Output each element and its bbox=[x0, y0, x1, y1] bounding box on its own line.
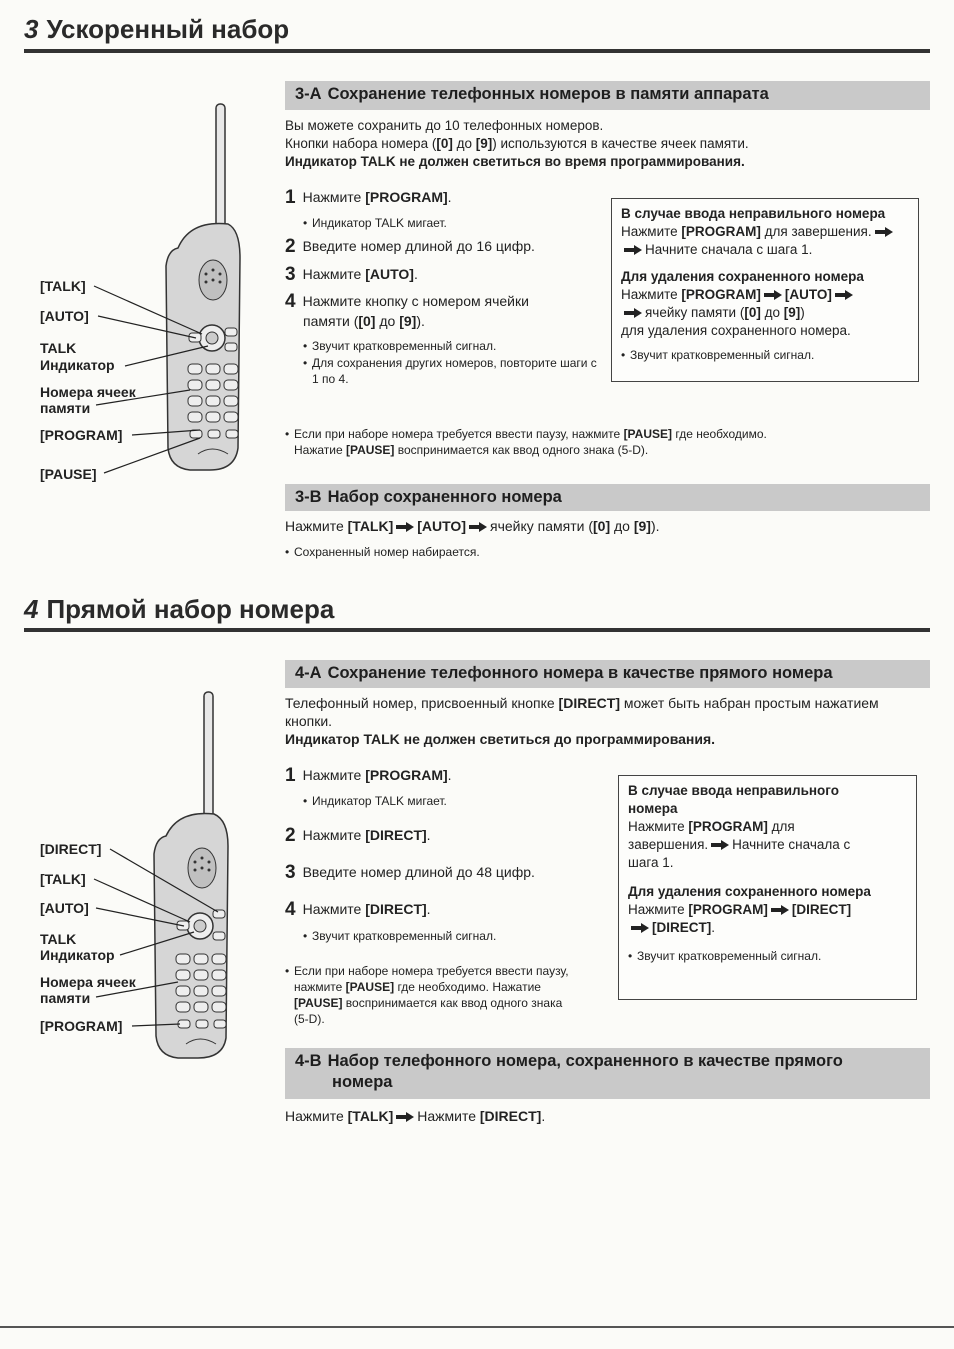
key-direct: [DIRECT] bbox=[558, 695, 620, 711]
key-direct: [DIRECT] bbox=[365, 827, 427, 843]
box-heading-2: номера bbox=[628, 801, 678, 816]
arrow-right-icon bbox=[624, 245, 642, 255]
t: завершения. bbox=[628, 837, 709, 852]
step-3a-2 bbox=[285, 236, 535, 258]
t: Если при наборе номера требуется ввести паузу, нажмите bbox=[294, 427, 624, 441]
step-text: Нажмите кнопку с номером ячейки bbox=[302, 293, 529, 309]
arrow-right-icon bbox=[875, 227, 893, 237]
step-number: 4 bbox=[285, 899, 296, 920]
band-4a bbox=[285, 660, 930, 688]
t: ячейку памяти ( bbox=[489, 518, 593, 534]
key-pause: [PAUSE] bbox=[623, 427, 673, 441]
key-0: [0] bbox=[593, 518, 611, 534]
key-0: [0] bbox=[436, 136, 453, 151]
label-talk-indicator-2: Индикатор bbox=[40, 357, 115, 373]
note-3b: • Сохраненный номер набирается. bbox=[294, 544, 480, 560]
t: до bbox=[375, 313, 400, 329]
t: Нажмите bbox=[628, 819, 689, 834]
intro-line-2 bbox=[285, 135, 925, 153]
label-talk: [TALK] bbox=[40, 871, 86, 887]
arrow-right-icon bbox=[771, 905, 789, 915]
band-code: 3-A bbox=[295, 85, 322, 103]
step-number: 3 bbox=[285, 862, 296, 883]
t: Звучит кратковременный сигнал. bbox=[637, 949, 822, 963]
step-4a-4 bbox=[285, 899, 431, 921]
t: Если при наборе номера требуется ввести паузу, bbox=[294, 964, 569, 978]
label-talk: [TALK] bbox=[40, 278, 86, 294]
key-9: [9] bbox=[399, 313, 417, 329]
band-code: 4-A bbox=[295, 664, 322, 682]
section-title-text: Прямой набор номера bbox=[46, 594, 335, 624]
label-memory-keys-2: памяти bbox=[40, 400, 91, 416]
section-4-title bbox=[24, 594, 334, 625]
label-memory-keys: Номера ячеек bbox=[40, 974, 136, 990]
t: где необходимо. bbox=[672, 427, 767, 441]
step-number: 3 bbox=[285, 264, 296, 285]
step-4a-2 bbox=[285, 825, 431, 847]
t: нажмите bbox=[294, 980, 346, 994]
t: . bbox=[447, 767, 452, 783]
box-line bbox=[628, 901, 907, 919]
arrow-right-icon bbox=[469, 522, 487, 532]
t: . bbox=[447, 189, 452, 205]
step-number: 2 bbox=[285, 236, 296, 257]
t: до bbox=[760, 305, 784, 320]
box-line: шага 1. bbox=[628, 855, 674, 870]
key-program: [PROGRAM] bbox=[365, 189, 448, 205]
t: Нажмите bbox=[621, 224, 682, 239]
t: . bbox=[413, 266, 418, 282]
intro-line-3: Индикатор TALK не должен светиться до программирования. bbox=[285, 731, 716, 747]
band-title: Набор сохраненного номера bbox=[327, 488, 562, 506]
label-program: [PROGRAM] bbox=[40, 1018, 123, 1034]
key-program: [PROGRAM] bbox=[681, 287, 761, 302]
box-line: для удаления сохраненного номера. bbox=[621, 323, 851, 338]
intro-line-1 bbox=[285, 694, 930, 712]
section-4-rule bbox=[24, 628, 930, 632]
band-title: Набор телефонного номера, сохраненного в качестве прямого bbox=[327, 1052, 843, 1070]
label-pause: [PAUSE] bbox=[40, 466, 97, 482]
intro-line-2: кнопки. bbox=[285, 713, 333, 729]
box-line bbox=[628, 836, 907, 854]
box-line bbox=[628, 818, 907, 836]
key-direct: [DIRECT] bbox=[479, 1108, 542, 1124]
band-3b bbox=[285, 484, 930, 511]
t: ) используются в качестве ячеек памяти. bbox=[492, 136, 749, 151]
label-talk-indicator: TALK bbox=[40, 340, 77, 356]
t: Нажмите bbox=[628, 902, 689, 917]
key-pause: [PAUSE] bbox=[294, 996, 343, 1010]
band-4b bbox=[285, 1048, 930, 1099]
step-4a-1-note: • Индикатор TALK мигает. bbox=[312, 793, 447, 809]
arrow-right-icon bbox=[624, 308, 642, 318]
instruction-4b bbox=[285, 1107, 545, 1125]
t: Звучит кратковременный сигнал. bbox=[630, 348, 815, 362]
step-text: Нажмите bbox=[302, 901, 366, 917]
t: может быть набран простым нажатием bbox=[619, 695, 879, 711]
step-number: 1 bbox=[285, 187, 296, 208]
t: Кнопки набора номера ( bbox=[285, 136, 437, 151]
t: . bbox=[541, 1108, 546, 1124]
t: воспринимается как ввод одного знака (5-D). bbox=[394, 443, 649, 457]
t: где необходимо. Нажатие bbox=[394, 980, 541, 994]
box-heading: Для удаления сохраненного номера bbox=[621, 269, 864, 284]
section-3-rule bbox=[24, 49, 930, 53]
t: ). bbox=[650, 518, 660, 534]
key-0: [0] bbox=[358, 313, 376, 329]
box-heading: Для удаления сохраненного номера bbox=[628, 884, 871, 899]
key-auto: [AUTO] bbox=[365, 266, 414, 282]
step-text: Нажмите bbox=[302, 827, 366, 843]
step-3a-1-note: • Индикатор TALK мигает. bbox=[312, 215, 447, 231]
label-talk-indicator-2: Индикатор bbox=[40, 947, 115, 963]
t: памяти ( bbox=[303, 313, 359, 329]
key-direct: [DIRECT] bbox=[365, 901, 427, 917]
step-number: 4 bbox=[285, 291, 296, 312]
t: Нажмите bbox=[621, 287, 682, 302]
box-heading: В случае ввода неправильного bbox=[628, 783, 839, 798]
section-title-text: Ускоренный набор bbox=[46, 14, 290, 44]
arrow-right-icon bbox=[396, 522, 414, 532]
intro-4a bbox=[285, 694, 930, 748]
key-talk: [TALK] bbox=[347, 1108, 394, 1124]
step-4a-1 bbox=[285, 765, 452, 787]
t: . bbox=[711, 920, 716, 935]
t: до bbox=[452, 136, 476, 151]
step-3a-4 bbox=[285, 291, 529, 313]
key-pause: [PAUSE] bbox=[345, 980, 395, 994]
t: Нажмите bbox=[285, 1108, 348, 1124]
t: Нажатие bbox=[294, 443, 346, 457]
key-pause: [PAUSE] bbox=[345, 443, 395, 457]
key-direct: [DIRECT] bbox=[791, 902, 852, 917]
t: Нажмите bbox=[417, 1108, 480, 1124]
band-3a bbox=[285, 81, 930, 110]
label-program: [PROGRAM] bbox=[40, 427, 123, 443]
pause-note-4a bbox=[294, 963, 604, 1027]
instruction-3b bbox=[285, 517, 660, 535]
label-memory-keys: Номера ячеек bbox=[40, 384, 136, 400]
intro-3a bbox=[285, 117, 925, 171]
box-line bbox=[621, 223, 909, 241]
section-number: 4 bbox=[24, 594, 39, 624]
box-4a-tips bbox=[618, 775, 917, 1000]
box-line bbox=[621, 304, 909, 322]
page-bottom-edge bbox=[0, 1326, 954, 1328]
t: Телефонный номер, присвоенный кнопке bbox=[285, 695, 559, 711]
key-9: [9] bbox=[783, 305, 801, 320]
step-text: Введите номер длиной до 16 цифр. bbox=[302, 238, 535, 254]
band-title: Сохранение телефонных номеров в памяти аппарата bbox=[327, 85, 769, 103]
key-auto: [AUTO] bbox=[417, 518, 466, 534]
box-note: • Звучит кратковременный сигнал. bbox=[621, 348, 815, 362]
step-3a-1 bbox=[285, 187, 452, 209]
step-text: Нажмите bbox=[302, 266, 366, 282]
box-line bbox=[621, 286, 909, 304]
section-number: 3 bbox=[24, 14, 39, 44]
pause-note-3a bbox=[294, 426, 924, 458]
t: Начните сначала с bbox=[732, 837, 851, 852]
t: до bbox=[610, 518, 634, 534]
key-talk: [TALK] bbox=[347, 518, 394, 534]
key-program: [PROGRAM] bbox=[681, 224, 761, 239]
label-auto: [AUTO] bbox=[40, 900, 89, 916]
t: ) bbox=[800, 305, 805, 320]
arrow-right-icon bbox=[631, 923, 649, 933]
t: . bbox=[426, 901, 431, 917]
step-3a-3 bbox=[285, 264, 418, 286]
t: (5-D). bbox=[294, 1012, 325, 1026]
label-direct: [DIRECT] bbox=[40, 841, 102, 857]
arrow-right-icon bbox=[835, 290, 853, 300]
label-talk-indicator: TALK bbox=[40, 931, 77, 947]
step-3a-4-line2 bbox=[303, 313, 425, 329]
box-line bbox=[621, 241, 909, 259]
key-0: [0] bbox=[744, 305, 761, 320]
t: для завершения. bbox=[760, 224, 872, 239]
step-text: Введите номер длиной до 48 цифр. bbox=[302, 864, 535, 880]
box-note: • Звучит кратковременный сигнал. bbox=[628, 949, 822, 963]
key-9: [9] bbox=[475, 136, 493, 151]
box-line bbox=[628, 919, 907, 937]
key-program: [PROGRAM] bbox=[688, 902, 768, 917]
box-3a-tips bbox=[611, 198, 919, 382]
intro-line-1: Вы можете сохранить до 10 телефонных номеров. bbox=[285, 118, 604, 133]
t: Начните сначала с шага 1. bbox=[645, 242, 813, 257]
key-program: [PROGRAM] bbox=[688, 819, 768, 834]
band-title-2: номера bbox=[332, 1073, 393, 1091]
band-code: 3-B bbox=[295, 488, 322, 506]
step-4a-3 bbox=[285, 862, 535, 884]
step-text: Нажмите bbox=[302, 189, 366, 205]
key-9: [9] bbox=[633, 518, 651, 534]
t: Нажмите bbox=[285, 518, 348, 534]
t: для bbox=[767, 819, 795, 834]
key-program: [PROGRAM] bbox=[365, 767, 448, 783]
label-memory-keys-2: памяти bbox=[40, 990, 91, 1006]
t: воспринимается как ввод одного знака bbox=[342, 996, 563, 1010]
band-title: Сохранение телефонного номера в качестве прямого номера bbox=[327, 664, 833, 682]
section-3-title bbox=[24, 14, 289, 45]
t: . bbox=[426, 827, 431, 843]
intro-line-3: Индикатор TALK не должен светиться во время программирования. bbox=[285, 154, 745, 169]
step-3a-4-note-2: • Для сохранения других номеров, повторите шаги с 1 по 4. bbox=[312, 355, 597, 387]
label-auto: [AUTO] bbox=[40, 308, 89, 324]
arrow-right-icon bbox=[711, 840, 729, 850]
arrow-right-icon bbox=[396, 1112, 414, 1122]
band-code: 4-B bbox=[295, 1052, 322, 1070]
key-auto: [AUTO] bbox=[784, 287, 832, 302]
step-number: 2 bbox=[285, 825, 296, 846]
step-4a-4-note: • Звучит кратковременный сигнал. bbox=[312, 928, 496, 944]
step-3a-4-note-1: • Звучит кратковременный сигнал. bbox=[312, 338, 597, 354]
arrow-right-icon bbox=[764, 290, 782, 300]
box-heading: В случае ввода неправильного номера bbox=[621, 206, 886, 221]
step-number: 1 bbox=[285, 765, 296, 786]
key-direct: [DIRECT] bbox=[652, 920, 712, 935]
t: ). bbox=[416, 313, 425, 329]
t: ячейку памяти ( bbox=[645, 305, 745, 320]
step-text: Нажмите bbox=[302, 767, 366, 783]
